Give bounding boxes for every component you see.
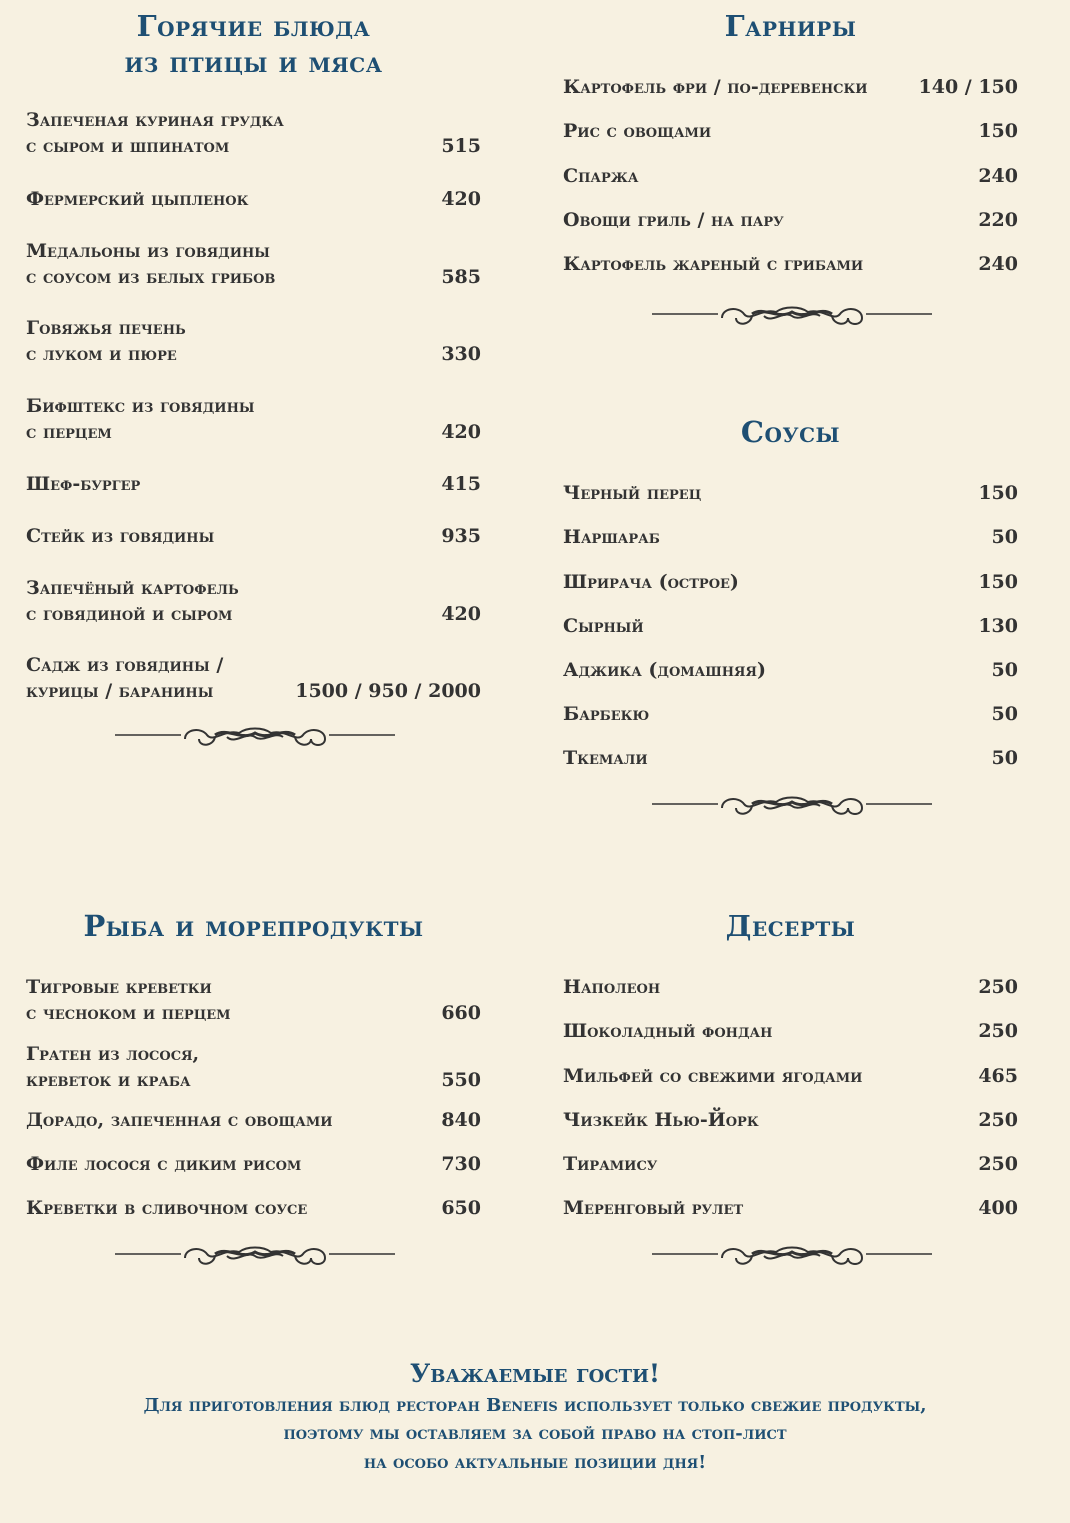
item-price: 140 / 150 [918, 76, 1018, 98]
notice-heading: Уважаемые гости! [410, 1359, 660, 1388]
item-name: Сырный [563, 615, 644, 637]
item-price: 240 [978, 165, 1018, 187]
menu-item [563, 974, 1018, 1000]
item-name-line-2: с луком и пюре [26, 343, 177, 365]
flourish-ornament-icon [115, 723, 395, 753]
item-name: Гратен из лосося, [26, 1043, 200, 1065]
menu-item [26, 974, 481, 1026]
item-name: Филе лосося с диким рисом [26, 1153, 302, 1175]
menu-item [563, 480, 1018, 506]
item-price: 465 [978, 1065, 1018, 1087]
item-name: Медальоны из говядины [26, 240, 270, 262]
item-price: 400 [978, 1197, 1018, 1219]
item-name: Шеф-бургер [26, 473, 141, 495]
item-name: Дорадо, запеченная с овощами [26, 1109, 333, 1131]
item-name: Запечёный картофель [26, 577, 239, 599]
menu-item [563, 207, 1018, 233]
item-name: Аджика (домашняя) [563, 659, 766, 681]
notice-line-2: поэтому мы оставляем за собой право на стоп-лист [283, 1423, 787, 1444]
item-price: 420 [441, 188, 481, 210]
item-name: Тигровые креветки [26, 976, 212, 998]
item-name: Картофель жареный с грибами [563, 253, 864, 275]
section-fish [26, 908, 481, 1228]
menu-item [563, 745, 1018, 771]
item-name: Бифштекс из говядины [26, 395, 255, 417]
menu-item [26, 315, 481, 367]
item-price: 250 [978, 1109, 1018, 1131]
item-name: Рис с овощами [563, 120, 712, 142]
menu-item [563, 1107, 1018, 1133]
item-price: 840 [441, 1109, 481, 1131]
title-line-2: из птицы и мяса [124, 45, 383, 79]
item-price: 420 [441, 603, 481, 625]
section-title [26, 8, 481, 80]
menu-item [26, 1195, 481, 1221]
menu-item [563, 1151, 1018, 1177]
section-title: Гарниры [724, 9, 857, 43]
menu-item [26, 107, 481, 159]
item-price: 250 [978, 1153, 1018, 1175]
item-price: 250 [978, 1020, 1018, 1042]
menu-item [26, 393, 481, 445]
item-name: Говяжья печень [26, 317, 186, 339]
flourish-ornament-icon [652, 302, 932, 332]
item-name: Шоколадный фондан [563, 1020, 773, 1042]
section-sauces [563, 414, 1018, 784]
menu-item [563, 657, 1018, 683]
item-price: 220 [978, 209, 1018, 231]
menu-item [563, 118, 1018, 144]
item-price: 50 [991, 659, 1018, 681]
item-name: Садж из говядины / [26, 654, 224, 676]
item-name-line-2: с чесноком и перцем [26, 1002, 231, 1024]
section-garnish [563, 8, 1018, 288]
item-price: 650 [441, 1197, 481, 1219]
item-price: 50 [991, 747, 1018, 769]
menu-item [563, 1063, 1018, 1089]
menu-item [26, 1107, 481, 1133]
item-price: 585 [441, 266, 481, 288]
item-price: 50 [991, 703, 1018, 725]
item-price: 150 [978, 120, 1018, 142]
menu-item [563, 74, 1018, 100]
item-price: 660 [441, 1002, 481, 1024]
menu-item [563, 569, 1018, 595]
flourish-ornament-icon [652, 792, 932, 822]
item-price: 550 [441, 1069, 481, 1091]
title-line-1: Горячие блюда [136, 9, 371, 43]
menu-item [26, 1151, 481, 1177]
item-name: Спаржа [563, 165, 639, 187]
item-price: 935 [441, 525, 481, 547]
item-name: Ткемали [563, 747, 648, 769]
item-name: Тирамису [563, 1153, 658, 1175]
item-price: 330 [441, 343, 481, 365]
section-title: Десерты [725, 909, 856, 943]
menu-item [26, 652, 481, 704]
menu-item [26, 186, 481, 212]
item-name: Запеченая куриная грудка [26, 109, 284, 131]
menu-item [563, 1195, 1018, 1221]
item-name-line-2: с перцем [26, 421, 112, 443]
item-name: Чизкейк Нью-Йорк [563, 1109, 759, 1131]
item-name-line-2: с сыром и шпинатом [26, 135, 230, 157]
item-price: 240 [978, 253, 1018, 275]
item-name: Креветки в сливочном соусе [26, 1197, 308, 1219]
item-price: 250 [978, 976, 1018, 998]
item-name: Барбекю [563, 703, 650, 725]
item-name: Картофель фри / по-деревенски [563, 76, 868, 98]
item-name: Стейк из говядины [26, 525, 215, 547]
item-price: 420 [441, 421, 481, 443]
section-title: Соусы [740, 415, 841, 449]
menu-item [563, 613, 1018, 639]
item-name-line-2: курицы / баранины [26, 680, 214, 702]
notice-line-1: Для приготовления блюд ресторан Benefis использует только свежие продукты, [143, 1395, 927, 1416]
item-name-line-2: креветок и краба [26, 1069, 191, 1091]
notice-line-3: на особо актуальные позиции дня! [363, 1452, 707, 1473]
item-price: 730 [441, 1153, 481, 1175]
menu-item [26, 471, 481, 497]
item-price: 150 [978, 482, 1018, 504]
menu-item [563, 524, 1018, 550]
menu-item [563, 163, 1018, 189]
item-price: 515 [441, 135, 481, 157]
item-price: 130 [978, 615, 1018, 637]
item-name: Наршараб [563, 526, 660, 548]
item-name: Фермерский цыпленок [26, 188, 249, 210]
item-name-line-2: с соусом из белых грибов [26, 266, 276, 288]
item-price: 150 [978, 571, 1018, 593]
menu-item [26, 523, 481, 549]
section-title: Рыба и морепродукты [83, 909, 424, 943]
item-name: Мильфей со свежими ягодами [563, 1065, 863, 1087]
section-hot-dishes [26, 8, 481, 768]
item-price: 50 [991, 526, 1018, 548]
item-name-line-2: с говядиной и сыром [26, 603, 233, 625]
flourish-ornament-icon [652, 1242, 932, 1272]
menu-item [563, 701, 1018, 727]
menu-item [26, 575, 481, 627]
item-name: Шрирача (острое) [563, 571, 739, 593]
item-price: 415 [441, 473, 481, 495]
item-name: Наполеон [563, 976, 661, 998]
item-name: Овощи гриль / на пару [563, 209, 784, 231]
menu-item [26, 238, 481, 290]
menu-item [26, 1041, 481, 1093]
item-name: Черный перец [563, 482, 702, 504]
flourish-ornament-icon [115, 1242, 395, 1272]
menu-item [563, 1018, 1018, 1044]
item-name: Меренговый рулет [563, 1197, 744, 1219]
item-price: 1500 / 950 / 2000 [295, 680, 481, 702]
menu-item [563, 251, 1018, 277]
section-desserts [563, 908, 1018, 1228]
